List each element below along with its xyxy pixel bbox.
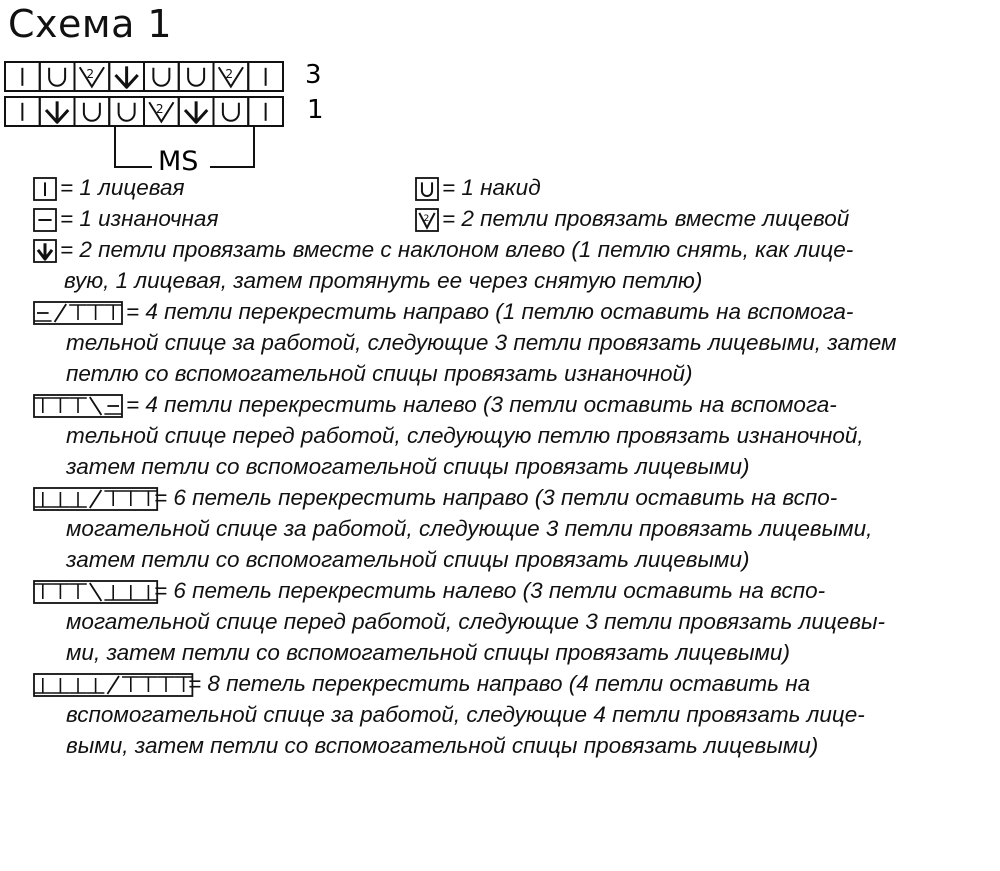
legend-text-cable-4-right-line-1: = 4 петли перекрестить направо (1 петлю оставить на вспомога- xyxy=(126,299,854,324)
cable-4-right-icon xyxy=(34,302,122,324)
chart-cell-yo xyxy=(109,97,144,126)
chart-cell-yo xyxy=(40,62,75,91)
chart-cell-knit xyxy=(248,62,283,91)
yo-icon xyxy=(416,178,438,200)
chart-cell-yo xyxy=(144,62,179,91)
chart-cell-yo xyxy=(75,97,110,126)
chart-cell-knit xyxy=(248,97,283,126)
legend-text-ssk-line-1: = 2 петли провязать вместе с наклоном влево (1 петлю снять, как лице- xyxy=(60,237,854,262)
legend-text-cable-4-right-line-2: тельной спице за работой, следующие 3 петли провязать лицевыми, затем xyxy=(66,330,897,355)
legend-text-knit: = 1 лицевая xyxy=(60,175,185,200)
stitch-grid xyxy=(5,62,283,126)
legend-text-cable-6-left-line-3: ми, затем петли со вспомогательной спицы провязать лицевыми) xyxy=(66,640,790,665)
legend-text-cable-6-left-line-2: могательной спице перед работой, следующие 3 петли провязать лицевы- xyxy=(66,609,886,634)
repeat-label: MS xyxy=(158,146,199,177)
cable-8-right-icon xyxy=(34,674,192,696)
chart-cell-knit xyxy=(5,97,40,126)
legend-text-cable-4-left-line-2: тельной спице перед работой, следующую петлю провязать изнаночной, xyxy=(66,423,864,448)
page-title: Схема 1 xyxy=(8,2,173,46)
ssk-icon xyxy=(34,240,56,262)
chart-cell-ssk xyxy=(40,97,75,126)
legend-text-cable-8-right-line-2: вспомогательной спице за работой, следующие 4 петли провязать лице- xyxy=(66,702,865,727)
k2tog-icon xyxy=(416,209,438,231)
chart-cell-k2tog xyxy=(144,97,179,126)
chart-cell-yo xyxy=(214,97,249,126)
purl-icon xyxy=(34,209,56,231)
svg-text:2: 2 xyxy=(225,66,234,81)
legend-text-purl: = 1 изнаночная xyxy=(60,206,219,231)
chart-cell-ssk xyxy=(179,97,214,126)
legend-text-cable-6-right-line-2: могательной спице за работой, следующие 3 петли провязать лицевыми, xyxy=(66,516,873,541)
cable-6-right-icon xyxy=(34,488,157,510)
svg-text:2: 2 xyxy=(86,66,95,81)
legend-text-cable-4-left-line-3: затем петли со вспомогательной спицы провязать лицевыми) xyxy=(66,454,750,479)
legend-text-cable-6-right-line-1: = 6 петель перекрестить направо (3 петли оставить на вспо- xyxy=(154,485,838,510)
chart-cell-k2tog xyxy=(75,62,110,91)
legend-text-yo: = 1 накид xyxy=(442,175,541,200)
chart-cell-ssk xyxy=(109,62,144,91)
svg-text:2: 2 xyxy=(155,101,164,116)
legend-text-cable-4-left-line-1: = 4 петли перекрестить налево (3 петли оставить на вспомога- xyxy=(126,392,837,417)
legend-text-k2tog: = 2 петли провязать вместе лицевой xyxy=(442,206,850,231)
legend-text-cable-6-left-line-1: = 6 петель перекрестить налево (3 петли оставить на вспо- xyxy=(154,578,826,603)
legend-text-cable-8-right-line-3: выми, затем петли со вспомогательной спицы провязать лицевыми) xyxy=(66,733,819,758)
legend-text-cable-6-right-line-3: затем петли со вспомогательной спицы провязать лицевыми) xyxy=(66,547,750,572)
legend-text-cable-4-right-line-3: петлю со вспомогательной спицы провязать изнаночной) xyxy=(66,361,693,386)
knit-icon xyxy=(34,178,56,200)
cable-4-left-icon xyxy=(34,395,122,417)
chart-cell-k2tog xyxy=(214,62,249,91)
row-number-3: 3 xyxy=(305,60,322,90)
chart-cell-yo xyxy=(179,62,214,91)
legend-text-cable-8-right-line-1: = 8 петель перекрестить направо (4 петли оставить на xyxy=(188,671,811,696)
chart-cell-knit xyxy=(5,62,40,91)
row-number-1: 1 xyxy=(307,95,324,125)
cable-6-left-icon xyxy=(34,581,157,603)
legend-text-ssk-line-2: вую, 1 лицевая, затем протянуть ее через снятую петлю) xyxy=(64,268,703,293)
svg-text:2: 2 xyxy=(423,213,430,225)
